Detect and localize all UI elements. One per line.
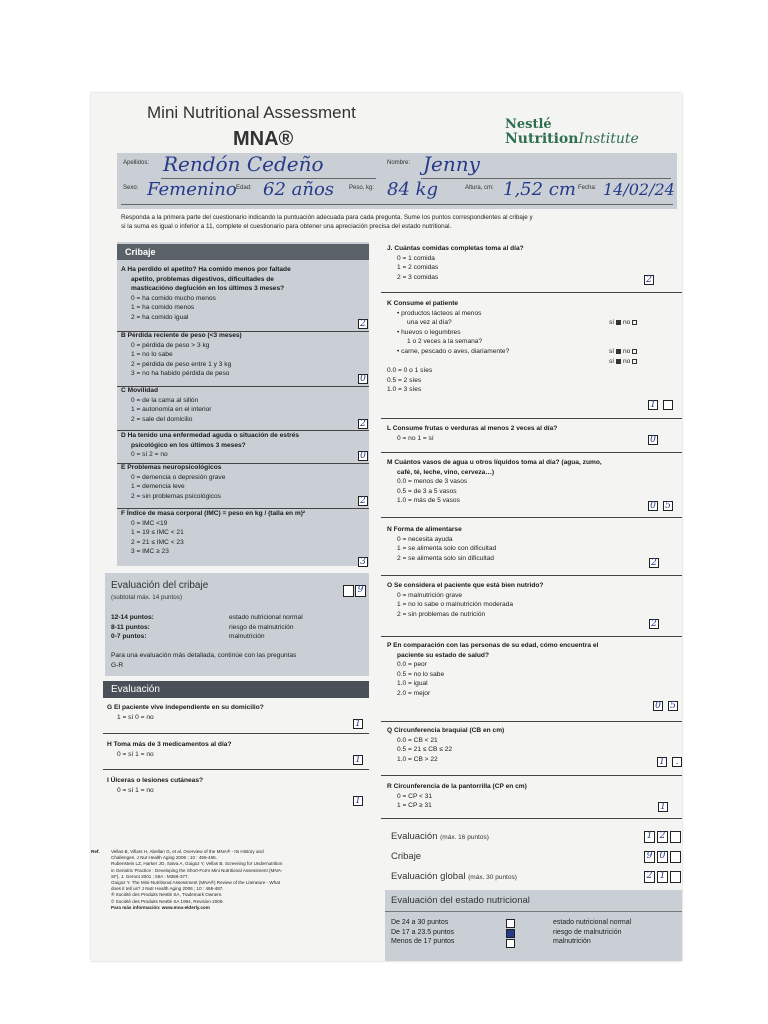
apellidos-field[interactable]: Rendón Cedeño (163, 152, 324, 176)
k-answer-lacteos[interactable]: sí no (609, 318, 637, 328)
eval-cribaje-title: Evaluación del cribaje (111, 580, 209, 591)
score-box-j[interactable]: 2 (644, 275, 654, 285)
altura-label: Altura, cm: (465, 185, 494, 191)
brand-logo: NutritionInstitute (505, 131, 639, 147)
form-title: Mini Nutritional Assessment (147, 103, 356, 122)
estado-labels: estado nutricional normal riesgo de malnutrición malnutrición (553, 919, 632, 946)
fecha-field[interactable]: 14/02/24 (603, 180, 675, 199)
eval-cribaje-sub: (subtotal máx. 14 puntos) (111, 594, 183, 601)
estado-box-riesgo[interactable] (506, 929, 515, 938)
eval-cribaje-score-tens[interactable] (343, 585, 354, 597)
total-global-tens[interactable]: 2 (644, 871, 655, 883)
question-p: P En comparación con las personas de su edad, cómo encuentra el paciente su estado de salud? 0.0 = peor 0.5 = no lo sabe 1.0 = igual 2.0 = mejor (387, 642, 599, 697)
question-e: E Problemas neuropsicológicos 0 = demencia o depresión grave 1 = demencia leve 2 = sin problemas psicológicos (121, 464, 226, 500)
score-box-p-units[interactable]: 0 (653, 701, 663, 711)
mna-form-sheet (91, 93, 682, 961)
question-c: C Movilidad 0 = de la cama al sillón 1 = autonomía en el interior 2 = sale del domicilio (121, 387, 212, 423)
sexo-label: Sexo: (123, 185, 139, 191)
score-box-k-units[interactable]: 1 (648, 400, 658, 410)
score-box-h[interactable]: 1 (353, 755, 363, 765)
eval-cribaje-note: Para una evaluación más detallada, continúe con las preguntas G-R (111, 652, 297, 669)
total-evaluacion-label: Evaluación (máx. 16 puntos) (391, 831, 489, 842)
k-answer-huevos[interactable]: sí no (609, 347, 637, 357)
total-evaluacion-units[interactable]: 2 (657, 831, 668, 843)
question-a: A Ha perdido el apetito? Ha comido menos por faltade apetito, problemas digestivos, dificultades de masticacióno deglución en los últimos 3 meses? 0 = ha comido mucho menos 1 = ha comido menos 2 = ha comido igual (121, 266, 291, 321)
question-f: F Índice de masa corporal (IMC) = peso en kg / (talla en m)² 0 = IMC <19 1 = 19 ≤ IMC < 21 2 = 21 ≤ IMC < 23 3 = IMC ≥ 23 (121, 510, 306, 556)
score-box-m-units[interactable]: 0 (648, 501, 658, 511)
score-box-k-decimal[interactable] (663, 400, 673, 410)
score-box-i[interactable]: 1 (353, 796, 363, 806)
score-box-n[interactable]: 2 (649, 558, 659, 568)
total-global-decimal[interactable] (670, 871, 681, 883)
cribaje-heading: Cribaje (117, 244, 369, 260)
estado-box-malnutricion[interactable] (506, 939, 515, 948)
altura-field[interactable]: 1,52 cm (503, 179, 576, 200)
edad-label: Edad: (236, 185, 252, 191)
question-g: G El paciente vive independiente en su domicilio? 1 = sí 0 = no (107, 704, 264, 721)
total-cribaje-decimal[interactable] (670, 851, 681, 863)
question-i: I Úlceras o lesiones cutáneas? 0 = sí 1 = no (107, 777, 204, 794)
score-box-b[interactable]: 0 (358, 374, 368, 384)
eval-cribaje-score-units[interactable]: 9 (355, 585, 366, 597)
form-subtitle: MNA® (233, 128, 294, 150)
question-l: L Consume frutas o verduras al menos 2 veces al día? 0 = no 1 = sí (387, 425, 558, 442)
total-evaluacion-tens[interactable]: 1 (644, 831, 655, 843)
brand-logo-top: Nestlé (505, 117, 552, 132)
eval-cribaje-labels: estado nutricional normal riesgo de malnutrición malnutrición (229, 614, 303, 641)
sexo-field[interactable]: Femenino (147, 179, 237, 200)
estado-ranges: De 24 a 30 puntos De 17 a 23.5 puntos Menos de 17 puntos (391, 919, 455, 946)
score-box-e[interactable]: 2 (358, 496, 368, 506)
question-h: H Toma más de 3 medicamentos al día? 0 = sí 1 = no (107, 741, 232, 758)
question-j: J. Cuántas comidas completas toma al día? 0 = 1 comida 1 = 2 comidas 2 = 3 comidas (387, 245, 524, 281)
fecha-label: Fecha: (578, 185, 597, 191)
score-box-g[interactable]: 1 (353, 719, 363, 729)
evaluacion-heading: Evaluación (103, 681, 369, 698)
nombre-field[interactable]: Jenny (423, 152, 480, 176)
question-m: M Cuántos vasos de agua u otros líquidos toma al día? (agua, zumo, café, té, leche, vino, cerveza…) 0.0 = menos de 3 vasos 0.5 = de 3 a 5 vasos 1.0 = más de 5 vasos (387, 459, 602, 505)
score-box-a[interactable]: 2 (358, 319, 368, 329)
question-d: D Ha tenido una enfermedad aguda o situación de estrés psicológico en los últimos 3 meses? 0 = sí 2 = no (121, 432, 300, 459)
total-cribaje-label: Cribaje (391, 851, 422, 862)
score-box-r[interactable]: 1 (658, 802, 668, 812)
score-box-o[interactable]: 2 (649, 619, 659, 629)
score-box-f[interactable]: 3 (358, 557, 368, 567)
score-box-q-decimal[interactable]: . (672, 757, 682, 767)
question-q: Q Circunferencia braquial (CB en cm) 0.0 = CB < 21 0.5 = 21 ≤ CB ≤ 22 1.0 = CB > 22 (387, 727, 505, 763)
peso-label: Peso, kg: (349, 185, 375, 191)
total-global-units[interactable]: 1 (657, 871, 668, 883)
score-box-c[interactable]: 2 (358, 419, 368, 429)
score-box-m-decimal[interactable]: 5 (663, 501, 673, 511)
score-box-p-decimal[interactable]: 5 (668, 701, 678, 711)
apellidos-label: Apellidos: (123, 160, 150, 166)
total-evaluacion-decimal[interactable] (670, 831, 681, 843)
estado-title: Evaluación del estado nutricional (391, 895, 530, 906)
k-answer-carne[interactable]: sí no (609, 357, 637, 367)
nombre-label: Nombre: (387, 160, 411, 166)
references-list: Vellas B, Villars H, Abellan G, et al. Overview of the MNA® - Its History and Challenges. J Nut Health Aging 2006 ; 10 : 456-465. Rubenstein LZ, Harker JO, Salva A, Guigoz Y, Vellas B. Screening for Undernutrition in Geriatric Practice : Developing the Short-Form Mini Nutritional Assessment (MNA- SF). J. Geront 2001 ; 56A : M366-377. Guigoz Y. The Mini-Nutritional Assessment (MNA®) Review of the Literature - What does it tell us? J Nutr Health Aging 2006 ; 10 : 466-487. ® Société des Produits Nestlé SA, Trademark Owners. © Société des Produits Nestlé SA 1994, Revision 2009. Para más información: www.mna-elderly.com (111, 849, 283, 910)
question-r: R Circunferencia de la pantorrilla (CP en cm) 0 = CP < 31 1 = CP ≥ 31 (387, 783, 527, 810)
score-box-l[interactable]: 0 (648, 435, 658, 445)
score-box-d[interactable]: 0 (358, 451, 368, 461)
estado-box-normal[interactable] (506, 919, 515, 928)
question-k: K Consume el patiente • productos lácteos al menos una vez al día? • huevos o legumbres 1 o 2 veces a la semana? • carne, pescado o aves, diariamente? 0.0 = 0 o 1 síes 0.5 = 2 síes 1.0 = 3 síes (387, 300, 510, 394)
edad-field[interactable]: 62 años (263, 179, 335, 200)
total-cribaje-tens[interactable]: 9 (644, 851, 655, 863)
references: Ref. (91, 849, 100, 854)
question-b: B Pérdida reciente de peso (<3 meses) 0 = pérdida de peso > 3 kg 1 = no lo sabe 2 = pérdida de peso entre 1 y 3 kg 3 = no ha habido pérdida de peso (121, 332, 242, 378)
question-o: O Se considera el paciente que está bien nutrido? 0 = malnutrición grave 1 = no lo sabe o malnutrición moderada 2 = sin problemas de nutrición (387, 582, 544, 618)
score-box-q-units[interactable]: 1 (657, 757, 667, 767)
total-cribaje-units[interactable]: 0 (657, 851, 668, 863)
peso-field[interactable]: 84 kg (387, 179, 439, 200)
total-global-label: Evaluación global (máx. 30 puntos) (391, 871, 517, 882)
instructions: Responda a la primera parte del cuestionario indicando la puntuación adecuada para cada pregunta. Sume los puntos correspondientes al cribaje y si la suma es igual o inferior a 11, complete el cuestionario para obtener una apreciación precisa del estado nutritional. (121, 214, 533, 230)
question-n: N Forma de alimentarse 0 = necesita ayuda 1 = se alimenta solo con dificultad 2 = se alimenta solo sin dificultad (387, 526, 497, 562)
eval-cribaje-ranges: 12-14 puntos: 8-11 puntos: 0-7 puntos: (111, 614, 154, 641)
